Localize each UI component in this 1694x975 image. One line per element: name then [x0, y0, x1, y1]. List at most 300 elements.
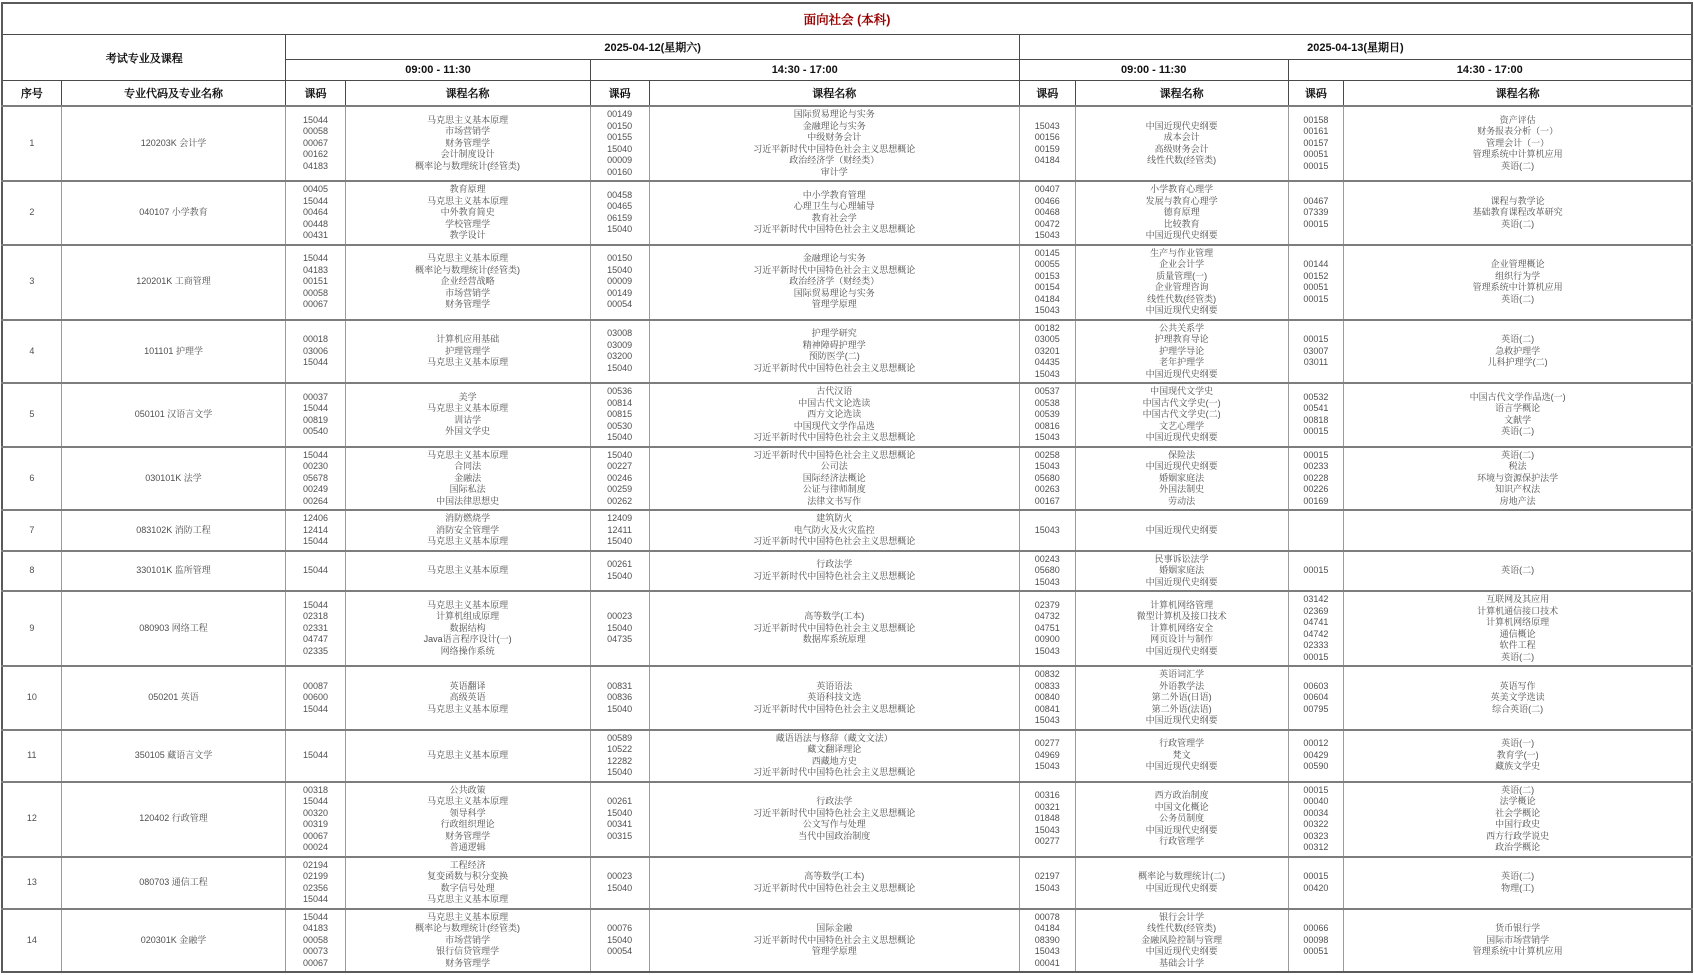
course-name: 国际贸易理论与实务: [793, 109, 875, 119]
course-code: 00150: [607, 120, 633, 131]
course-code: 15040: [607, 934, 633, 945]
course-name: 中国近现代史纲要: [1145, 461, 1218, 471]
course-code: 00159: [1034, 143, 1060, 154]
course-name: 马克思主义基本原理: [427, 195, 509, 206]
sun-afternoon-course-names: [1344, 383, 1692, 447]
course-name: 会计制度设计: [440, 149, 495, 160]
sun-afternoon-course-names: [1344, 909, 1692, 973]
title-row: [2, 3, 1692, 35]
col-header-course-2: 课程名称: [649, 81, 1019, 107]
course-code: 00228: [1303, 472, 1329, 483]
course-name: 管理系统中计算机应用: [1472, 946, 1563, 956]
course-code: 15040: [607, 432, 633, 442]
course-name: 数据结构: [449, 622, 486, 633]
course-name: 国际经济法概论: [802, 472, 866, 483]
course-name: 比较教育: [1163, 218, 1200, 229]
course-name: 软件工程: [1499, 640, 1536, 650]
sat-morning-course-codes: [286, 591, 345, 666]
course-name: 第二外语(日语): [1151, 692, 1212, 702]
course-code: 00600: [302, 692, 328, 702]
course-name: 马克思主义基本原理: [427, 703, 509, 714]
sun-morning-course-names: [1075, 782, 1288, 857]
sun-morning-course-names: [1075, 909, 1288, 973]
course-code: 00816: [1034, 420, 1060, 431]
schedule-body: [2, 106, 1692, 972]
course-name: 行政管理学: [1159, 836, 1205, 847]
course-name: 公司法: [820, 461, 848, 471]
course-code: 00054: [607, 299, 633, 310]
row-number: 13: [2, 857, 61, 909]
course-name: 中国近现代史纲要: [1145, 645, 1218, 656]
course-code: 00015: [1303, 871, 1329, 881]
course-name: 国际市场营销学: [1486, 934, 1550, 945]
course-name: 护理学导论: [1159, 345, 1205, 356]
course-code: 00058: [302, 126, 328, 137]
course-name: 藏族文学史: [1495, 761, 1541, 772]
course-code: 04742: [1303, 628, 1329, 639]
course-name: 学校管理学: [445, 218, 491, 229]
course-name: 文艺心理学: [1159, 420, 1205, 431]
course-code: 00058: [302, 934, 328, 945]
course-name: 行政法学: [816, 796, 853, 806]
course-code: 00067: [302, 299, 328, 310]
sat-morning-course-names: [345, 181, 590, 245]
sun-morning-course-names: [1075, 730, 1288, 782]
course-code: 00157: [1303, 137, 1329, 148]
course-name: 习近平新时代中国特色社会主义思想概论: [753, 622, 916, 633]
course-code: 00277: [1034, 738, 1060, 749]
course-code: 15043: [1034, 230, 1060, 240]
course-name: 国际贸易理论与实务: [793, 287, 875, 298]
major-code-and-name: 030101K 法学: [61, 447, 286, 511]
course-code: 15043: [1034, 824, 1060, 835]
sun-morning-course-codes: [1019, 857, 1075, 909]
course-name: 环境与资源保护法学: [1477, 472, 1559, 483]
row-number: 11: [2, 730, 61, 782]
sat-morning-course-codes: [286, 447, 345, 511]
course-code: 15044: [302, 357, 328, 367]
course-code: 00407: [1034, 184, 1060, 194]
sun-morning-course-codes: [1019, 510, 1075, 551]
course-name: 互联网及其应用: [1486, 594, 1550, 604]
course-code: 00023: [607, 871, 633, 881]
page-title: 面向社会 (本科): [803, 13, 891, 27]
sun-afternoon-course-names: [1344, 510, 1692, 551]
course-code: 15040: [607, 264, 633, 275]
course-code: 04183: [302, 160, 328, 171]
course-code: 04741: [1303, 617, 1329, 627]
course-name: 英语(二): [1501, 334, 1535, 344]
col-header-code-4: 课码: [1288, 81, 1344, 107]
column-header-row: [2, 81, 1692, 107]
course-code: 15040: [607, 570, 633, 581]
course-name: 习近平新时代中国特色社会主义思想概论: [753, 432, 916, 442]
sat-morning-course-names: [345, 857, 590, 909]
course-name: 企业管理咨询: [1154, 282, 1209, 292]
table-row: [2, 551, 1692, 592]
course-name: 文献学: [1504, 414, 1532, 425]
sun-morning-course-names: [1075, 181, 1288, 245]
sun-morning-course-codes: [1019, 181, 1075, 245]
course-code: 12409: [607, 513, 633, 523]
course-name: 美学: [458, 391, 477, 402]
course-code: 00836: [607, 692, 633, 702]
course-code: 02194: [302, 859, 328, 870]
sat-afternoon-course-names: [649, 857, 1019, 909]
course-code: 03142: [1303, 594, 1329, 604]
course-name: 中国近现代史纲要: [1145, 524, 1218, 535]
sun-morning-course-names: [1075, 666, 1288, 730]
sun-afternoon-course-names: [1344, 666, 1692, 730]
course-code: 05680: [1034, 472, 1060, 483]
course-code: 00015: [1303, 565, 1329, 575]
course-code: 00055: [1034, 259, 1060, 269]
course-code: 15043: [1034, 305, 1060, 315]
course-code: 00015: [1303, 651, 1329, 662]
sat-afternoon-course-names: [649, 730, 1019, 782]
course-code: 00041: [1034, 957, 1060, 968]
major-code-and-name: 120203K 会计学: [61, 106, 286, 181]
course-name: 政治学概论: [1495, 842, 1541, 852]
col-header-course-4: 课程名称: [1344, 81, 1692, 107]
sun-afternoon-course-names: [1344, 245, 1692, 320]
course-code: 00024: [302, 842, 328, 852]
course-name: 发展与教育心理学: [1145, 195, 1218, 206]
sun-afternoon-course-names: [1344, 782, 1692, 857]
course-code: 00464: [302, 207, 328, 217]
col-header-code-1: 课码: [286, 81, 345, 107]
course-code: 00603: [1303, 680, 1329, 691]
sun-morning-course-codes: [1019, 730, 1075, 782]
course-name: 中国近现代史纲要: [1145, 120, 1218, 131]
sun-morning-course-codes: [1019, 551, 1075, 592]
course-name: 基础教育课程改革研究: [1472, 207, 1563, 217]
course-code: 15043: [1034, 946, 1060, 956]
course-code: 00341: [607, 819, 633, 829]
course-name: 马克思主义基本原理: [427, 357, 509, 367]
course-name: 房地产法: [1499, 495, 1536, 506]
course-name: 教育社会学: [811, 212, 857, 223]
course-code: 00015: [1303, 293, 1329, 304]
course-name: 习近平新时代中国特色社会主义思想概论: [753, 934, 916, 945]
course-code: 03008: [607, 328, 633, 339]
sat-morning-course-names: [345, 551, 590, 592]
course-name: 马克思主义基本原理: [427, 796, 509, 806]
major-code-and-name: 080703 通信工程: [61, 857, 286, 909]
course-code: 02335: [302, 645, 328, 656]
course-code: 05680: [1034, 565, 1060, 575]
course-code: 00152: [1303, 270, 1329, 281]
sat-morning-course-codes: [286, 245, 345, 320]
sat-morning-course-names: [345, 447, 590, 511]
major-code-and-name: 120201K 工商管理: [61, 245, 286, 320]
course-name: 小学教育心理学: [1150, 184, 1214, 194]
course-code: 00162: [302, 149, 328, 160]
sat-afternoon-course-names: [649, 106, 1019, 181]
course-code: 00467: [1303, 195, 1329, 206]
course-code: 00264: [302, 495, 328, 506]
course-name: 金融理论与实务: [802, 253, 866, 264]
course-code: 15040: [607, 143, 633, 154]
course-name: 语言学概论: [1495, 403, 1541, 414]
course-code: 00448: [302, 218, 328, 229]
course-code: 15044: [302, 449, 328, 460]
major-code-and-name: 120402 行政管理: [61, 782, 286, 857]
sun-afternoon-course-codes: [1288, 730, 1344, 782]
course-code: 15043: [1034, 645, 1060, 656]
sat-morning-course-codes: [286, 383, 345, 447]
sun-afternoon-course-codes: [1288, 181, 1344, 245]
course-code: 15044: [302, 253, 328, 264]
table-row: [2, 909, 1692, 973]
sun-afternoon-course-codes: [1288, 245, 1344, 320]
course-name: 习近平新时代中国特色社会主义思想概论: [753, 264, 916, 275]
course-name: 教育原理: [449, 184, 486, 194]
course-name: 普通逻辑: [449, 842, 486, 852]
row-number: 4: [2, 320, 61, 384]
course-name: 线性代数(经管类): [1147, 293, 1217, 304]
course-name: 网络操作系统: [440, 645, 495, 656]
course-name: 财务管理学: [445, 830, 491, 841]
course-name: 中国古代文学作品选(一): [1469, 391, 1566, 402]
course-code: 00818: [1303, 414, 1329, 425]
sat-morning-course-codes: [286, 730, 345, 782]
table-row: [2, 320, 1692, 384]
course-code: 00153: [1034, 270, 1060, 281]
course-code: 12406: [302, 513, 328, 523]
course-name: 财务报表分析（一）: [1477, 126, 1559, 137]
course-name: 市场营销学: [445, 934, 491, 945]
sat-morning-course-codes: [286, 106, 345, 181]
course-code: 00151: [302, 276, 328, 287]
sat-afternoon-course-codes: [590, 666, 649, 730]
col-header-code-2: 课码: [590, 81, 649, 107]
major-code-and-name: 083102K 消防工程: [61, 510, 286, 551]
course-code: 03201: [1034, 345, 1060, 356]
course-code: 00156: [1034, 132, 1060, 142]
course-code: 15044: [302, 749, 328, 760]
course-code: 00815: [607, 409, 633, 419]
course-code: 00468: [1034, 207, 1060, 217]
sat-afternoon-course-codes: [590, 909, 649, 973]
row-number: 6: [2, 447, 61, 511]
table-row: [2, 383, 1692, 447]
course-name: 急救护理学: [1495, 345, 1541, 356]
sun-morning-course-codes: [1019, 106, 1075, 181]
course-name: 成本会计: [1163, 132, 1200, 142]
course-code: 00323: [1303, 830, 1329, 841]
col-header-course-3: 课程名称: [1075, 81, 1288, 107]
course-code: 00160: [607, 166, 633, 177]
course-name: 教育学(一): [1496, 749, 1539, 760]
course-name: 社会学概论: [1495, 807, 1541, 818]
table-row: [2, 245, 1692, 320]
sun-afternoon-time-header: 14:30 - 17:00: [1288, 60, 1692, 81]
sun-afternoon-course-names: [1344, 591, 1692, 666]
course-code: 00321: [1034, 801, 1060, 812]
course-name: 习近平新时代中国特色社会主义思想概论: [753, 703, 916, 714]
course-code: 00067: [302, 957, 328, 968]
course-name: 公共关系学: [1159, 322, 1205, 333]
course-code: 00167: [1034, 495, 1060, 506]
date-saturday-header: 2025-04-12(星期六): [286, 35, 1019, 60]
course-name: 习近平新时代中国特色社会主义思想概论: [753, 536, 916, 546]
course-code: 00258: [1034, 449, 1060, 460]
course-code: 15044: [302, 894, 328, 904]
course-code: 00249: [302, 484, 328, 494]
course-name: 公文写作与处理: [802, 819, 866, 829]
course-code: 00840: [1034, 692, 1060, 702]
sun-afternoon-course-names: [1344, 106, 1692, 181]
course-name: 习近平新时代中国特色社会主义思想概论: [753, 224, 916, 235]
sat-afternoon-course-codes: [590, 245, 649, 320]
col-header-code-3: 课码: [1019, 81, 1075, 107]
course-code: 00149: [607, 287, 633, 298]
course-code: 00589: [607, 732, 633, 743]
course-code: 00315: [607, 830, 633, 841]
course-code: 00040: [1303, 796, 1329, 806]
course-name: 银行会计学: [1159, 911, 1205, 922]
course-code: 15043: [1034, 576, 1060, 587]
course-code: 00541: [1303, 403, 1329, 414]
course-name: 中国法律思想史: [436, 495, 500, 506]
course-code: 00051: [1303, 282, 1329, 292]
row-number: 9: [2, 591, 61, 666]
course-name: 中国近现代史纲要: [1145, 882, 1218, 893]
course-name: 市场营销学: [445, 287, 491, 298]
course-code: 00420: [1303, 882, 1329, 893]
course-code: 15044: [302, 911, 328, 922]
course-name: 概率论与数理统计(二): [1138, 871, 1226, 881]
course-name: 马克思主义基本原理: [427, 536, 509, 546]
course-name: 预防医学(二): [808, 351, 860, 362]
sun-afternoon-course-codes: [1288, 510, 1344, 551]
sat-afternoon-course-codes: [590, 383, 649, 447]
major-code-and-name: 050201 英语: [61, 666, 286, 730]
sat-morning-course-codes: [286, 782, 345, 857]
course-name: 审计学: [820, 166, 848, 177]
course-code: 00144: [1303, 259, 1329, 269]
sun-afternoon-course-codes: [1288, 782, 1344, 857]
table-row: [2, 106, 1692, 181]
course-code: 00814: [607, 397, 633, 408]
course-name: 中国近现代史纲要: [1145, 305, 1218, 315]
course-code: 04184: [1034, 293, 1060, 304]
course-name: Java语言程序设计(一): [423, 634, 512, 645]
sat-afternoon-course-names: [649, 383, 1019, 447]
course-code: 00037: [302, 391, 328, 402]
course-name: 计算机网络管理: [1150, 599, 1214, 610]
sat-morning-course-codes: [286, 181, 345, 245]
sun-afternoon-course-codes: [1288, 320, 1344, 384]
course-name: 英语翻译: [449, 680, 486, 691]
course-code: 15043: [1034, 524, 1060, 535]
course-code: 00015: [1303, 426, 1329, 437]
course-code: 15044: [302, 536, 328, 546]
sat-morning-course-names: [345, 909, 590, 973]
sat-afternoon-course-codes: [590, 551, 649, 592]
course-code: 00067: [302, 137, 328, 148]
sun-morning-course-names: [1075, 245, 1288, 320]
course-code: 02369: [1303, 605, 1329, 616]
course-name: 中国古代文论选读: [798, 397, 871, 408]
course-code: 04184: [1034, 155, 1060, 165]
major-code-and-name: 350105 藏语言文学: [61, 730, 286, 782]
sun-afternoon-course-names: [1344, 551, 1692, 592]
course-code: 15044: [302, 796, 328, 806]
sat-morning-course-names: [345, 730, 590, 782]
course-code: 00150: [607, 253, 633, 264]
row-number: 1: [2, 106, 61, 181]
course-name: 英语(二): [1501, 784, 1535, 795]
course-code: 04751: [1034, 622, 1060, 633]
table-row: [2, 666, 1692, 730]
sat-morning-course-names: [345, 591, 590, 666]
course-code: 00145: [1034, 247, 1060, 258]
course-name: 习近平新时代中国特色社会主义思想概论: [753, 362, 916, 373]
course-code: 00154: [1034, 282, 1060, 292]
course-code: 07339: [1303, 207, 1329, 217]
course-code: 12414: [302, 524, 328, 535]
row-number: 8: [2, 551, 61, 592]
course-name: 英语(二): [1501, 218, 1535, 229]
course-code: 15040: [607, 224, 633, 235]
course-name: 企业管理概论: [1490, 259, 1545, 269]
course-code: 00532: [1303, 391, 1329, 402]
course-name: 教学设计: [449, 230, 486, 240]
sat-afternoon-course-names: [649, 782, 1019, 857]
course-code: 00098: [1303, 934, 1329, 945]
course-name: 行政法学: [816, 559, 853, 570]
sat-afternoon-course-codes: [590, 857, 649, 909]
course-name: 英语(二): [1501, 426, 1535, 437]
course-code: 00537: [1034, 386, 1060, 396]
major-code-and-name: 330101K 监所管理: [61, 551, 286, 592]
course-name: 通信概论: [1499, 628, 1536, 639]
table-row: [2, 782, 1692, 857]
row-number: 12: [2, 782, 61, 857]
course-code: 00320: [302, 807, 328, 818]
course-code: 00429: [1303, 749, 1329, 760]
course-name: 计算机应用基础: [436, 334, 500, 344]
course-name: 中国现代文学作品选: [793, 420, 875, 431]
course-name: 消防安全管理学: [436, 524, 500, 535]
sat-afternoon-course-codes: [590, 447, 649, 511]
course-name: 马克思主义基本原理: [427, 894, 509, 904]
sat-morning-course-names: [345, 510, 590, 551]
course-name: 英语(二): [1501, 871, 1535, 881]
course-name: 计算机网络安全: [1150, 622, 1214, 633]
course-code: 04969: [1034, 749, 1060, 760]
major-code-and-name: 040107 小学教育: [61, 181, 286, 245]
course-code: 00161: [1303, 126, 1329, 137]
sat-afternoon-course-names: [649, 909, 1019, 973]
sat-afternoon-time-header: 14:30 - 17:00: [590, 60, 1019, 81]
course-code: 00034: [1303, 807, 1329, 818]
course-code: 00246: [607, 472, 633, 483]
page-title-cell: [2, 3, 1692, 35]
course-code: 00431: [302, 230, 328, 240]
course-name: 训诂学: [454, 414, 482, 425]
row-number: 5: [2, 383, 61, 447]
sat-afternoon-course-codes: [590, 591, 649, 666]
course-name: 银行信贷管理学: [436, 946, 500, 956]
sat-morning-course-codes: [286, 666, 345, 730]
course-code: 00900: [1034, 634, 1060, 645]
course-code: 00015: [1303, 160, 1329, 171]
course-code: 00539: [1034, 409, 1060, 419]
course-name: 政治经济学（财经类）: [789, 276, 880, 287]
